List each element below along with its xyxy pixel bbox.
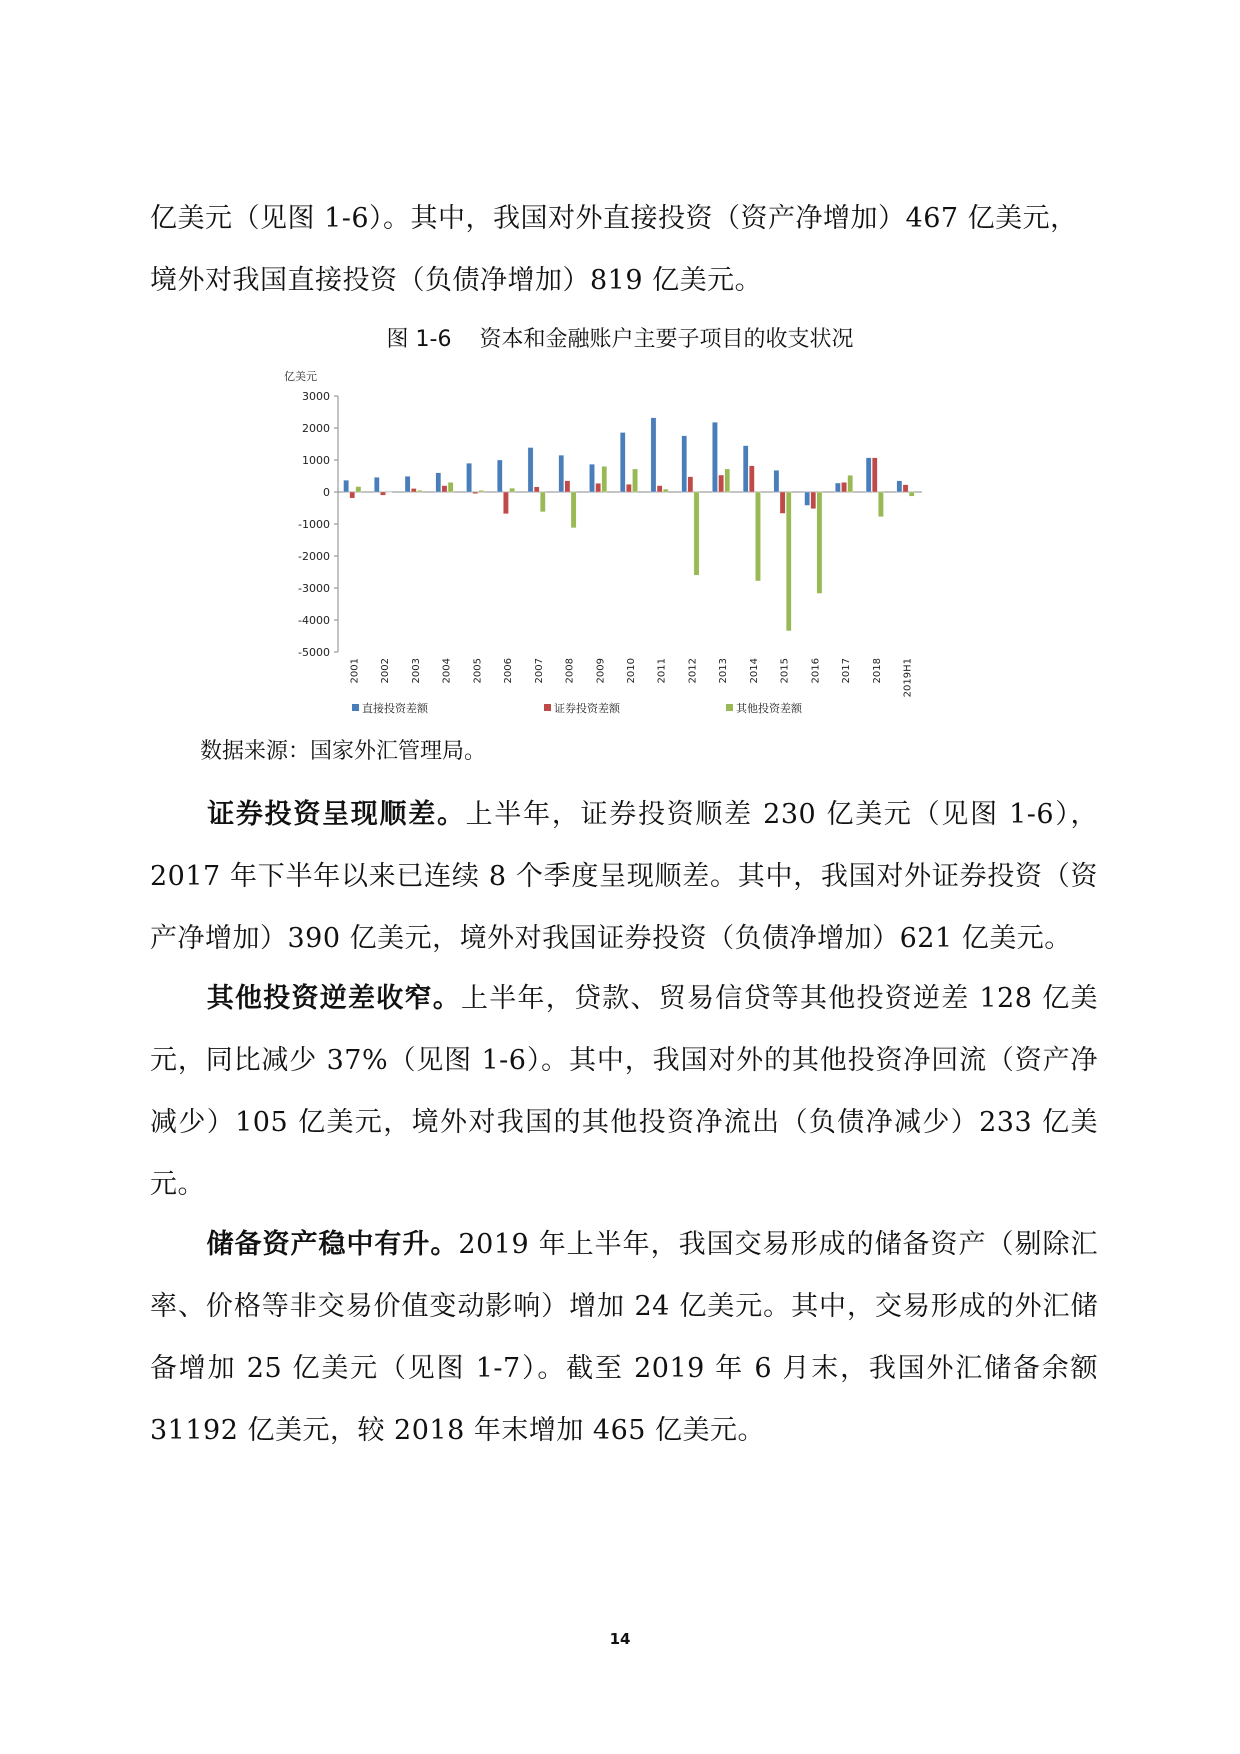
bar-2-2006	[503, 492, 508, 514]
bar-3-2008	[571, 492, 576, 528]
bar-2-2015	[780, 492, 785, 513]
y-tick-label: -4000	[298, 614, 330, 627]
x-tick-label: 2016	[810, 658, 822, 684]
bar-2-2005	[473, 492, 478, 494]
bar-1-2008	[559, 455, 564, 492]
paragraph-lead: 储备资产稳中有升。	[206, 1229, 459, 1260]
x-tick-label: 2011	[656, 658, 668, 684]
bar-2-2012	[688, 477, 693, 492]
bar-1-2018	[866, 458, 871, 492]
x-tick-label: 2009	[595, 658, 607, 684]
bar-3-2001	[356, 487, 361, 492]
bar-3-2011	[663, 489, 668, 492]
paragraph-lead: 其他投资逆差收窄。	[206, 983, 462, 1014]
bar-3-2013	[725, 469, 730, 492]
x-tick-label: 2003	[410, 658, 422, 684]
bar-3-2016	[817, 492, 822, 593]
bar-chart	[282, 366, 942, 726]
bar-1-2013	[712, 422, 717, 492]
bar-1-2003	[405, 476, 410, 492]
x-tick-label: 2005	[472, 658, 484, 684]
bar-3-2014	[755, 492, 760, 581]
x-tick-label: 2015	[779, 658, 791, 684]
paragraph-text: 2019 年上半年，我国交易形成的储备资产（剔除汇率、价格等非交易价值变动影响）增加 24 亿美元。其中，交易形成的外汇储备增加 25 亿美元（见图 1-7）。截至 2019 年 6 月末，我国外汇储备余额 31192 亿美元，较 2018 年末增加 465 亿美元。	[150, 1229, 1099, 1446]
x-tick-label: 2006	[503, 658, 515, 684]
x-tick-label: 2019H1	[902, 658, 914, 698]
figure-caption: 资本和金融账户主要子项目的收支状况	[479, 327, 854, 352]
bar-3-2009	[602, 466, 607, 492]
y-tick-label: -1000	[298, 518, 330, 531]
bar-1-2016	[805, 492, 810, 505]
bar-3-2017	[848, 475, 853, 492]
bar-1-2010	[620, 432, 625, 492]
x-tick-label: 2007	[533, 658, 545, 684]
x-tick-label: 2018	[871, 658, 883, 684]
bar-1-2006	[497, 460, 502, 492]
legend-label-1: 直接投资差额	[362, 702, 428, 715]
bar-2-2008	[565, 481, 570, 492]
bar-3-2015	[786, 492, 791, 631]
x-tick-label: 2004	[441, 658, 453, 684]
bar-3-2018	[878, 492, 883, 517]
legend-label-2: 证券投资差额	[554, 702, 620, 715]
x-tick-label: 2001	[349, 658, 361, 684]
figure-title	[0, 322, 1240, 353]
bar-3-2006	[510, 488, 515, 492]
bar-2-2019H1	[903, 485, 908, 492]
bar-2-2018	[872, 458, 877, 492]
bar-2-2016	[811, 492, 816, 509]
x-tick-label: 2013	[718, 658, 730, 684]
paragraph-text: 上半年，贷款、贸易信贷等其他投资逆差 128 亿美元，同比减少 37%（见图 1-6）。其中，我国对外的其他投资净回流（资产净减少）105 亿美元，境外对我国的其他投资净流出（负债净减少）233 亿美元。	[150, 983, 1098, 1200]
bar-1-2019H1	[897, 481, 902, 492]
y-tick-label: -5000	[298, 646, 330, 659]
bar-2-2009	[596, 483, 601, 492]
legend-swatch-1	[352, 704, 359, 711]
bar-3-2012	[694, 492, 699, 575]
intro-line-1: 亿美元（见图 1-6）。其中，我国对外直接投资（资产净增加）467 亿美元，	[150, 203, 1078, 234]
paragraph-other-investment	[150, 968, 1098, 1216]
bar-3-2002	[387, 492, 392, 493]
intro-line-2: 境外对我国直接投资（负债净增加）819 亿美元。	[150, 265, 763, 296]
bar-1-2005	[466, 463, 471, 492]
bar-2-2004	[442, 486, 447, 492]
bar-1-2001	[344, 480, 349, 492]
y-tick-label: 0	[323, 486, 330, 499]
bar-1-2002	[374, 477, 379, 492]
legend-label-3: 其他投资差额	[736, 702, 802, 715]
bar-2-2007	[534, 487, 539, 492]
y-tick-label: 1000	[302, 454, 330, 467]
paragraph-text: 上半年，证券投资顺差 230 亿美元（见图 1-6），2017 年下半年以来已连续 8 个季度呈现顺差。其中，我国对外证券投资（资产净增加）390 亿美元，境外对我国证券投资（负债净增加）621 亿美元。	[150, 799, 1098, 954]
y-tick-label: -2000	[298, 550, 330, 563]
legend-swatch-3	[726, 704, 733, 711]
x-tick-label: 2012	[687, 658, 699, 684]
bar-2-2014	[749, 466, 754, 492]
x-tick-label: 2008	[564, 658, 576, 684]
bar-1-2011	[651, 418, 656, 492]
bar-3-2005	[479, 490, 484, 492]
x-tick-label: 2010	[626, 658, 637, 684]
x-tick-label: 2002	[380, 658, 392, 684]
bar-1-2004	[436, 473, 441, 492]
page-number: 14	[609, 1630, 631, 1648]
legend-swatch-2	[544, 704, 551, 711]
figure-number: 图 1-6	[386, 327, 452, 352]
bar-1-2017	[835, 483, 840, 492]
bar-2-2017	[841, 482, 846, 492]
bar-1-2007	[528, 448, 533, 492]
bar-3-2007	[540, 492, 545, 512]
bar-2-2003	[411, 488, 416, 492]
x-tick-label: 2014	[748, 658, 760, 684]
bar-1-2009	[589, 464, 594, 492]
intro-paragraph	[150, 188, 1098, 312]
y-tick-label: 3000	[302, 390, 330, 403]
bar-1-2015	[774, 470, 779, 492]
y-axis-unit-label: 亿美元	[284, 370, 317, 383]
paragraph-reserves	[150, 1214, 1098, 1462]
bar-2-2011	[657, 486, 662, 492]
paragraph-lead: 证券投资呈现顺差。	[206, 799, 466, 830]
bar-3-2004	[448, 482, 453, 492]
y-tick-label: 2000	[302, 422, 330, 435]
bar-1-2014	[743, 446, 748, 492]
paragraph-securities	[150, 784, 1098, 970]
bar-2-2001	[350, 492, 355, 498]
bar-2-2010	[626, 484, 631, 492]
bar-3-2010	[632, 469, 637, 492]
figure-source: 数据来源：国家外汇管理局。	[200, 739, 487, 764]
y-tick-label: -3000	[298, 582, 330, 595]
x-tick-label: 2017	[841, 658, 853, 684]
bar-3-2003	[417, 490, 422, 492]
bar-2-2002	[380, 492, 385, 495]
bar-3-2019H1	[909, 492, 914, 496]
bar-2-2013	[719, 475, 724, 492]
bar-1-2012	[682, 436, 687, 492]
